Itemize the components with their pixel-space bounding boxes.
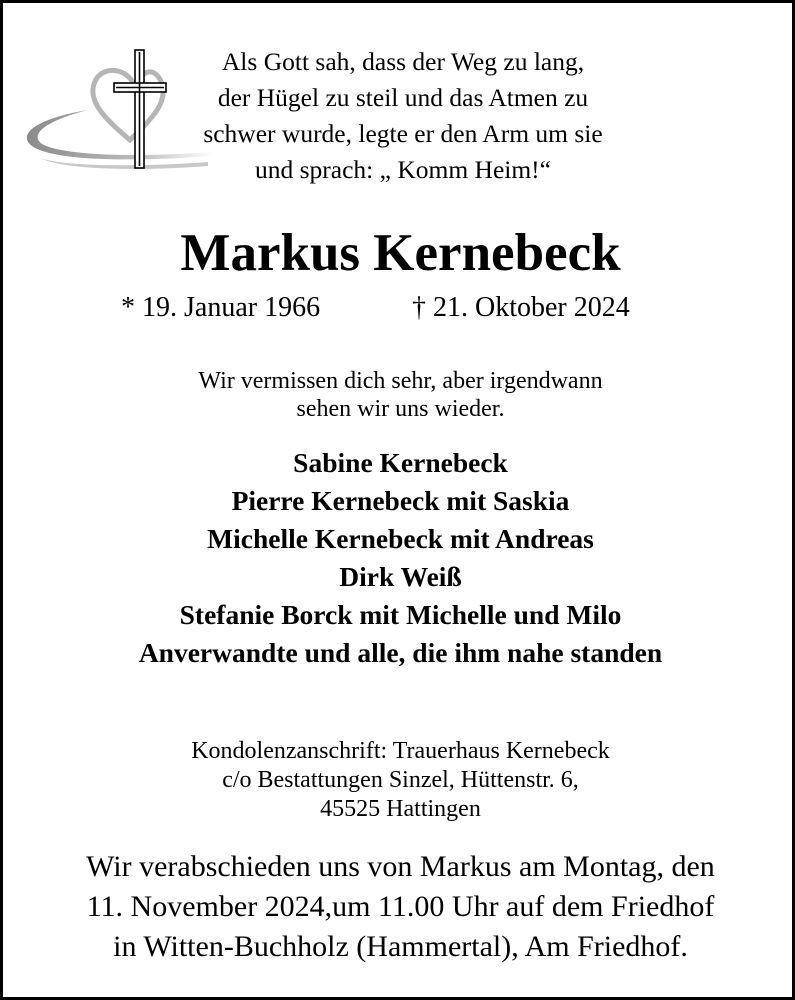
funeral-info <box>3 847 795 967</box>
funeral-line: Wir verabschieden uns von Markus am Montag, den <box>86 850 715 883</box>
poem-line: der Hügel zu steil und das Atmen zu <box>217 83 589 112</box>
mourners-list <box>3 444 795 672</box>
farewell-message <box>3 367 795 423</box>
poem-line: schwer wurde, legte er den Arm um sie <box>203 119 603 148</box>
funeral-line: in Witten-Buchholz (Hammertal), Am Friedhof. <box>113 930 688 963</box>
address-line: c/o Bestattungen Sinzel, Hüttenstr. 6, <box>222 767 579 793</box>
farewell-line: Wir vermissen dich sehr, aber irgendwann <box>198 368 603 394</box>
condolence-address <box>3 737 795 824</box>
deceased-name: Markus Kernebeck <box>180 224 621 282</box>
funeral-line: 11. November 2024,um 11.00 Uhr auf dem Friedhof <box>86 890 715 923</box>
mourner: Anverwandte und alle, die ihm nahe standen <box>138 637 663 668</box>
mourner: Pierre Kernebeck mit Saskia <box>231 485 570 516</box>
birth-date: * 19. Januar 1966 <box>121 292 321 323</box>
address-line: 45525 Hattingen <box>320 796 481 822</box>
mourner: Dirk Weiß <box>339 561 462 592</box>
farewell-line: sehen wir uns wieder. <box>296 396 505 422</box>
poem-line: Als Gott sah, dass der Weg zu lang, <box>221 47 585 76</box>
death-date: † 21. Oktober 2024 <box>412 292 630 323</box>
poem-line: und sprach: „ Komm Heim!“ <box>254 155 551 184</box>
mourner: Stefanie Borck mit Michelle und Milo <box>179 599 622 630</box>
mourner: Sabine Kernebeck <box>293 447 508 478</box>
mourner: Michelle Kernebeck mit Andreas <box>207 523 594 554</box>
poem <box>163 44 643 188</box>
address-line: Kondolenzanschrift: Trauerhaus Kernebeck <box>191 738 610 764</box>
